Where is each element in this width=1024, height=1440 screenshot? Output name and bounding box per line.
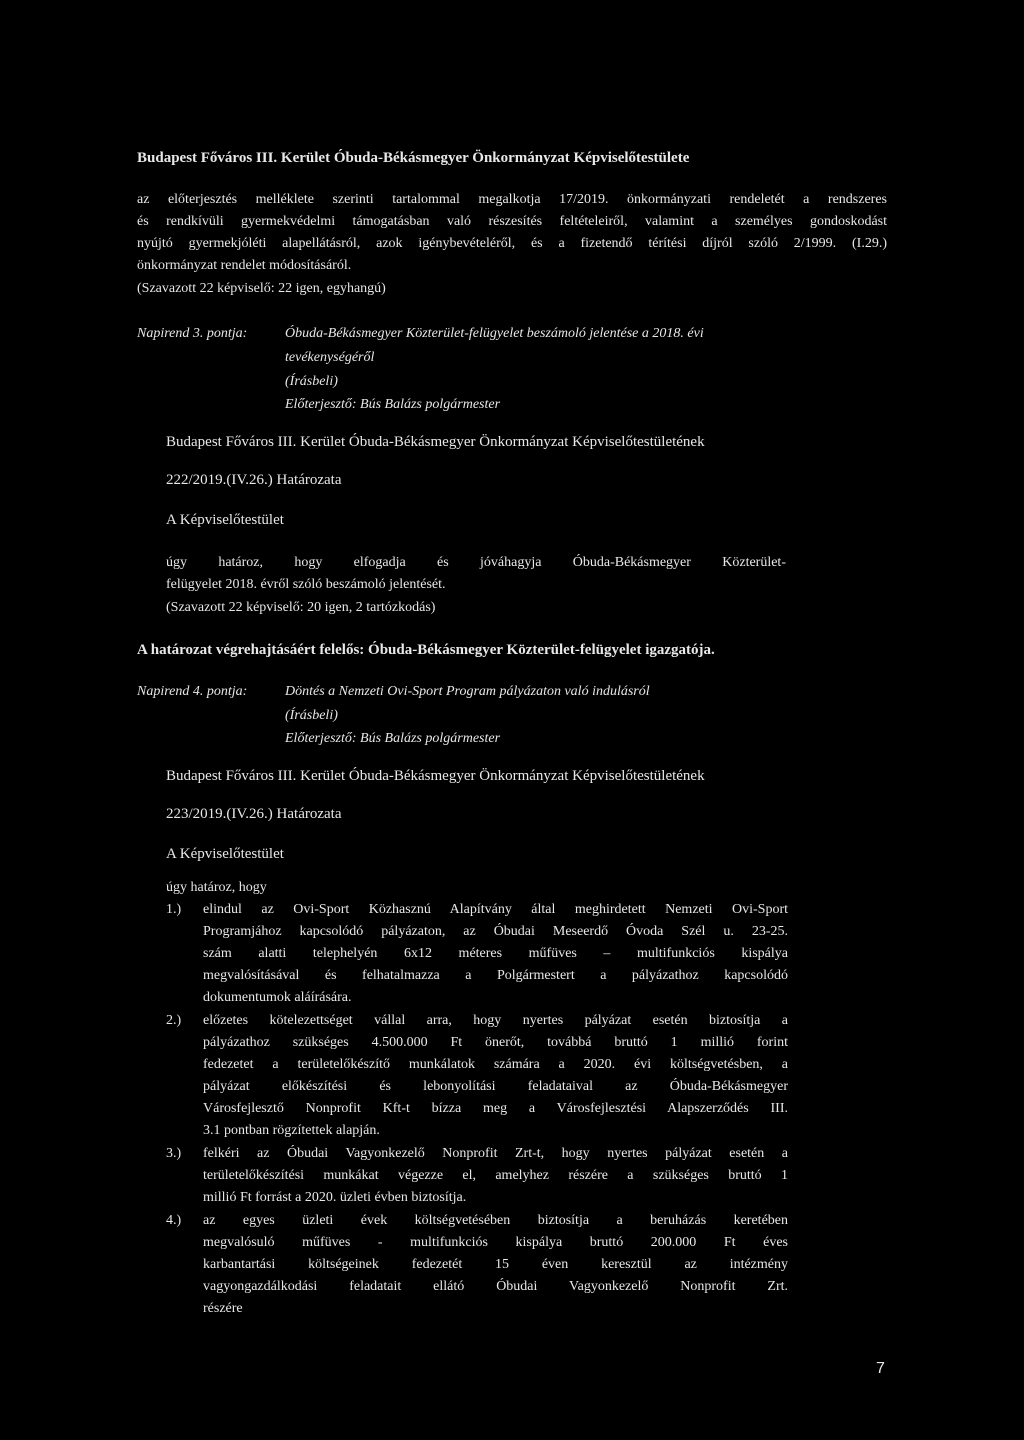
intro-line-2: és rendkívüli gyermekvédelmi támogatásban való részesítés feltételeiről, valamint a személyes gondoskodást (137, 214, 887, 229)
agenda-item-4-title-1: Döntés a Nemzeti Ovi-Sport Program pályázaton való indulásról (285, 684, 650, 699)
resolution-222-body: A Képviselőtestület (166, 512, 284, 528)
resolution-222-responsible: A határozat végrehajtásáért felelős: Óbuda-Békásmegyer Közterület-felügyelet igazgatója. (137, 642, 715, 658)
agenda-item-3-title-1: Óbuda-Békásmegyer Közterület-felügyelet beszámoló jelentése a 2018. évi (285, 326, 704, 341)
resolution-223-decision-intro: úgy határoz, hogy (166, 880, 267, 895)
resolution-222-body-header: Budapest Főváros III. Kerület Óbuda-Békásmegyer Önkormányzat Képviselőtestületének (166, 434, 705, 450)
point-2-line-3: fedezetet a területelőkészítő munkálatok számára a 2020. évi költségvetésben, a (203, 1057, 788, 1072)
point-2-line-2: pályázathoz szükséges 4.500.000 Ft önerőt, továbbá bruttó 1 millió forint (203, 1035, 788, 1050)
page-header: Budapest Főváros III. Kerület Óbuda-Békásmegyer Önkormányzat Képviselőtestülete (137, 150, 690, 166)
point-1-line-4: megvalósításával és felhatalmazza a Polgármestert a pályázathoz kapcsolódó (203, 968, 788, 983)
intro-vote: (Szavazott 22 képviselő: 22 igen, egyhangú) (137, 281, 386, 296)
agenda-item-4-label: Napirend 4. pontja: (137, 684, 248, 699)
agenda-item-4-presenter: Előterjesztő: Bús Balázs polgármester (285, 731, 501, 746)
point-2-line-6: 3.1 pontban rögzítettek alapján. (203, 1123, 380, 1138)
agenda-item-4-type: (Írásbeli) (285, 708, 338, 723)
point-3-number: 3.) (166, 1146, 182, 1161)
point-4-line-4: vagyongazdálkodási feladatait ellátó Óbudai Vagyonkezelő Nonprofit Zrt. (203, 1279, 788, 1294)
point-2-line-4: pályázat előkészítési és lebonyolítási feladataival az Óbuda-Békásmegyer (203, 1079, 788, 1094)
resolution-222-decision-2: felügyelet 2018. évről szóló beszámoló jelentését. (166, 577, 446, 592)
point-4-line-1: az egyes üzleti évek költségvetésében biztosítja a beruházás keretében (203, 1213, 788, 1228)
agenda-item-3-label: Napirend 3. pontja: (137, 326, 248, 341)
point-3-line-2: területelőkészítési munkákat végezze el, amelyhez részére a szükséges bruttó 1 (203, 1168, 788, 1183)
point-2-number: 2.) (166, 1013, 182, 1028)
agenda-item-3-title-2: tevékenységéről (285, 350, 375, 365)
point-2-line-5: Városfejlesztő Nonprofit Kft-t bízza meg a Városfejlesztési Alapszerződés III. (203, 1101, 788, 1116)
point-1-line-1: elindul az Ovi-Sport Közhasznú Alapítvány által meghirdetett Nemzeti Ovi-Sport (203, 902, 788, 917)
resolution-223-body-header: Budapest Főváros III. Kerület Óbuda-Békásmegyer Önkormányzat Képviselőtestületének (166, 768, 705, 784)
page-number: 7 (876, 1360, 885, 1377)
point-1-line-2: Programjához kapcsolódó pályázaton, az Óbudai Meseerdő Óvoda Szél u. 23-25. (203, 924, 788, 939)
agenda-item-3-type: (Írásbeli) (285, 374, 338, 389)
resolution-223-body: A Képviselőtestület (166, 846, 284, 862)
point-4-line-2: megvalósuló műfüves - multifunkciós kispálya bruttó 200.000 Ft éves (203, 1235, 788, 1250)
point-2-line-1: előzetes kötelezettséget vállal arra, hogy nyertes pályázat esetén biztosítja a (203, 1013, 788, 1028)
intro-line-4: önkormányzat rendelet módosításáról. (137, 258, 352, 273)
point-4-line-3: karbantartási költségeinek fedezetét 15 éven keresztül az intézmény (203, 1257, 788, 1272)
resolution-222-vote: (Szavazott 22 képviselő: 20 igen, 2 tartózkodás) (166, 600, 436, 615)
agenda-item-3-presenter: Előterjesztő: Bús Balázs polgármester (285, 397, 501, 412)
resolution-223-number: 223/2019.(IV.26.) Határozata (166, 806, 342, 822)
intro-line-1: az előterjesztés melléklete szerinti tartalommal megalkotja 17/2019. önkormányzati rendeletét a rendszeres (137, 192, 887, 207)
point-1-line-5: dokumentumok aláírására. (203, 990, 352, 1005)
point-1-number: 1.) (166, 902, 182, 917)
point-3-line-1: felkéri az Óbudai Vagyonkezelő Nonprofit Zrt-t, hogy nyertes pályázat esetén a (203, 1146, 788, 1161)
intro-line-3: nyújtó gyermekjóléti alapellátásról, azok igénybevételéről, és a fizetendő térítési díjról szóló 2/1999. (I.29.) (137, 236, 887, 251)
point-4-line-5: részére (203, 1301, 243, 1316)
resolution-222-number: 222/2019.(IV.26.) Határozata (166, 472, 342, 488)
point-1-line-3: szám alatti telephelyén 6x12 méteres műfüves – multifunkciós kispálya (203, 946, 788, 961)
point-3-line-3: millió Ft forrást a 2020. üzleti évben biztosítja. (203, 1190, 467, 1205)
point-4-number: 4.) (166, 1213, 182, 1228)
resolution-222-decision-1: úgy határoz, hogy elfogadja és jóváhagyja Óbuda-Békásmegyer Közterület- (166, 555, 786, 570)
